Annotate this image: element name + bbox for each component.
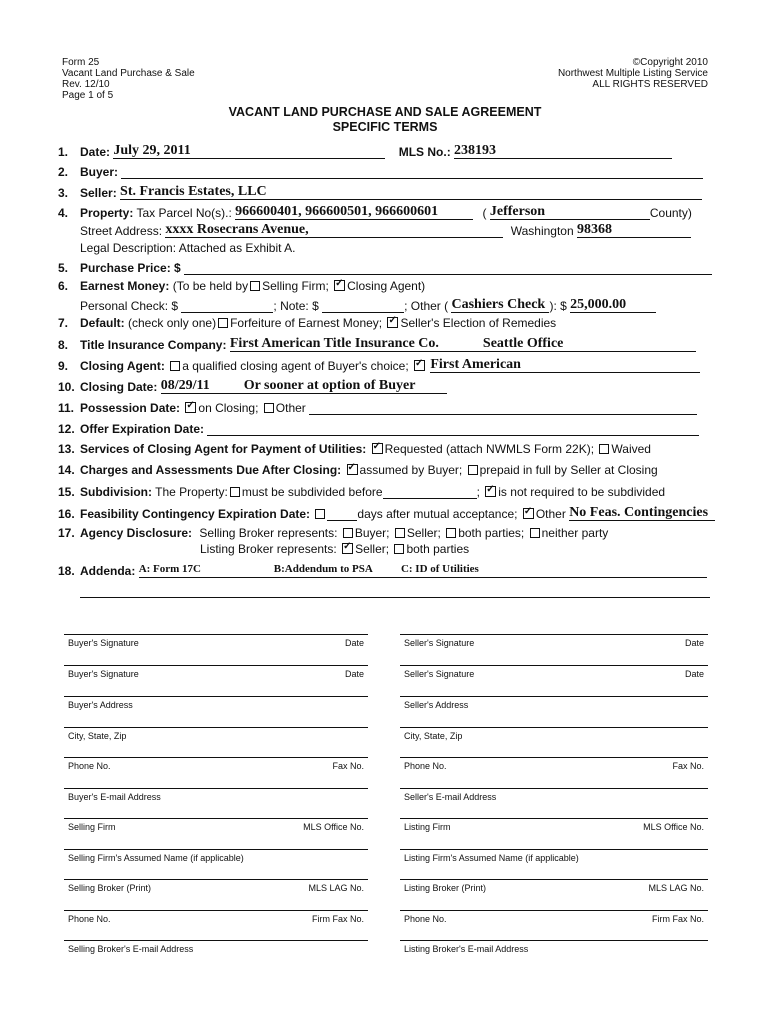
item-number: 3.: [58, 186, 69, 200]
seller-line-right-label: Fax No.: [672, 761, 704, 771]
possession-other-field[interactable]: [309, 400, 697, 415]
item-number: 11.: [58, 401, 75, 415]
subdivision-text: The Property:: [155, 485, 228, 499]
buyer-signature-line[interactable]: [64, 818, 368, 833]
page-number: Page 1 of 5: [62, 90, 114, 101]
street-value: xxxx Rosecrans Avenue,: [165, 222, 309, 237]
buyer-signature-line[interactable]: [64, 634, 368, 649]
item-number: 10.: [58, 380, 75, 394]
item-addenda: [58, 562, 710, 578]
seller-line-label: City, State, Zip: [404, 731, 463, 741]
item-number: 15.: [58, 485, 75, 499]
title-ins-label: Title Insurance Company:: [80, 338, 227, 352]
county-close: County): [649, 206, 692, 220]
other-field[interactable]: [451, 297, 549, 313]
item-number: 18.: [58, 564, 75, 578]
buyer-line-label: Selling Broker (Print): [68, 883, 152, 893]
seller-line-label: Listing Firm's Assumed Name (if applicable): [404, 853, 579, 863]
parcel-field[interactable]: [235, 204, 473, 220]
possession-label: Possession Date:: [80, 401, 181, 415]
services-opt2: Waived: [611, 442, 651, 456]
addenda-label: Addenda:: [80, 564, 136, 578]
buyer-line-label: Phone No.: [68, 914, 111, 924]
checkbox-empty[interactable]: [394, 544, 404, 554]
sel-opt3: both parties;: [458, 526, 525, 540]
other-label: ; Other (: [404, 299, 449, 313]
feasibility-other-label: Other: [535, 507, 566, 521]
seller-line-right-label: MLS LAG No.: [648, 883, 704, 893]
offer-exp-field[interactable]: [207, 421, 699, 436]
document-title: VACANT LAND PURCHASE AND SALE AGREEMENT: [228, 105, 542, 119]
buyer-line-label: City, State, Zip: [68, 731, 127, 741]
seller-signature-line[interactable]: [400, 818, 708, 833]
form-revision: Rev. 12/10: [62, 79, 110, 90]
item-services: [58, 442, 710, 456]
parcel-value: 966600401, 966600501, 966600601: [235, 204, 439, 219]
item-possession: [58, 400, 710, 415]
item-number: 17.: [58, 526, 75, 540]
item-number: 7.: [58, 316, 69, 330]
item-number: 6.: [58, 279, 69, 293]
buyer-field[interactable]: [121, 164, 703, 179]
checkbox-empty[interactable]: [446, 528, 456, 538]
seller-label: Seller:: [80, 186, 117, 200]
charges-opt1: assumed by Buyer;: [359, 463, 463, 477]
list-opt2: both parties: [406, 542, 470, 556]
buyer-signature-line[interactable]: [64, 727, 368, 742]
item-default: [58, 316, 710, 330]
checkbox-checked[interactable]: [185, 402, 196, 413]
seller-signature-line[interactable]: [400, 879, 708, 894]
default-opt1: Forfeiture of Earnest Money;: [230, 316, 383, 330]
copyright-line: ©Copyright 2010: [632, 57, 708, 68]
parcel-label: Tax Parcel No(s).:: [136, 206, 232, 220]
earnest-label: Earnest Money:: [80, 279, 170, 293]
county-open: (: [482, 206, 487, 220]
item-price: [58, 260, 710, 275]
listing-rep-label: Listing Broker represents:: [200, 542, 337, 556]
checkbox-checked[interactable]: [523, 508, 534, 519]
feasibility-other-field[interactable]: [569, 505, 715, 521]
item-number: 13.: [58, 442, 75, 456]
item-number: 5.: [58, 261, 69, 275]
list-opt1: Seller;: [355, 542, 390, 556]
state-label: Washington: [510, 224, 574, 238]
street-field[interactable]: [165, 222, 503, 238]
buyer-line-label: Selling Firm: [68, 822, 116, 832]
seller-value: St. Francis Estates, LLC: [120, 184, 267, 199]
buyer-signature-line[interactable]: [64, 940, 368, 955]
personal-check-label: Personal Check: $: [80, 299, 179, 313]
checkbox-empty[interactable]: [599, 444, 609, 454]
mls-field[interactable]: [454, 143, 672, 159]
closing-agent-label: Closing Agent:: [80, 359, 165, 373]
date-value: July 29, 2011: [113, 143, 191, 158]
earnest-text: (To be held by: [172, 279, 249, 293]
buyer-signature-line[interactable]: [64, 788, 368, 803]
buyer-line-label: Phone No.: [68, 761, 111, 771]
seller-signature-line[interactable]: [400, 665, 708, 680]
form-info: [62, 57, 195, 101]
feasibility-value: No Feas. Contingencies: [569, 505, 709, 520]
possession-opt2: Other: [275, 401, 306, 415]
buyer-line-right-label: Firm Fax No.: [311, 914, 364, 924]
checkbox-empty[interactable]: [468, 465, 478, 475]
personal-check-field[interactable]: [181, 298, 273, 313]
copyright-org: Northwest Multiple Listing Service: [557, 68, 708, 79]
checkbox-empty[interactable]: [170, 361, 180, 371]
addenda-c: C: ID of Utilities: [400, 563, 479, 575]
possession-opt1: on Closing;: [198, 401, 259, 415]
item-number: 1.: [58, 145, 69, 159]
title-ins-value: First American Title Insurance Co.: [229, 336, 439, 351]
offer-exp-label: Offer Expiration Date:: [80, 422, 205, 436]
closing-agent-value: First American: [430, 357, 521, 372]
agency-label: Agency Disclosure:: [80, 526, 193, 540]
county-value: Jefferson: [489, 204, 546, 219]
earnest-details: [80, 297, 732, 313]
property-label: Property:: [80, 206, 134, 220]
title-ins-office: Seattle Office: [482, 336, 564, 351]
date-label: Date:: [80, 145, 111, 159]
checkbox-empty[interactable]: [218, 318, 228, 328]
buyer-line-label: Selling Firm's Assumed Name (if applicable): [68, 853, 244, 863]
item-number: 4.: [58, 206, 69, 220]
sel-opt1: Buyer;: [354, 526, 390, 540]
county-field[interactable]: [490, 204, 650, 220]
other-value: Cashiers Check: [451, 297, 546, 312]
item-feasibility: [58, 505, 710, 521]
subdivision-date-field[interactable]: [383, 484, 477, 499]
item-property: [58, 204, 710, 220]
closing-agent-field[interactable]: [430, 357, 700, 373]
item-subdivision: 15. Subdivision: The Property: must be subdivided before ; ✓is not required to be subdivided: [58, 484, 710, 499]
seller-field[interactable]: [120, 184, 702, 200]
seller-line-right-label: Date: [684, 638, 704, 648]
seller-line-label: Phone No.: [404, 914, 447, 924]
item-date: [58, 143, 710, 159]
item-title-insurance: [58, 336, 710, 352]
checkbox-empty[interactable]: [530, 528, 540, 538]
item-closing-agent: [58, 357, 710, 373]
checkbox-checked[interactable]: [387, 317, 398, 328]
buyer-signature-line[interactable]: [64, 910, 368, 925]
sel-opt2: Seller;: [406, 526, 441, 540]
item-offer-expiration: [58, 421, 710, 436]
seller-line-label: Listing Firm: [404, 822, 451, 832]
item-earnest: [58, 279, 710, 293]
item-agency: [58, 526, 710, 540]
addenda-extra-line[interactable]: [80, 597, 710, 598]
buyer-line-right-label: MLS LAG No.: [308, 883, 364, 893]
seller-signature-line[interactable]: [400, 849, 708, 864]
checkbox-empty[interactable]: [343, 528, 353, 538]
services-label: Services of Closing Agent for Payment of Utilities:: [80, 442, 367, 456]
legal-description: Legal Description: Attached as Exhibit A.: [80, 241, 296, 255]
seller-line-right-label: Date: [684, 669, 704, 679]
default-label: Default:: [80, 316, 125, 330]
item-number: 2.: [58, 165, 69, 179]
checkbox-empty[interactable]: [395, 528, 405, 538]
services-opt1: Requested (attach NWMLS Form 22K);: [384, 442, 595, 456]
closing-date-label: Closing Date:: [80, 380, 158, 394]
buyer-signature-line[interactable]: [64, 849, 368, 864]
copyright-rights: ALL RIGHTS RESERVED: [592, 79, 708, 90]
mls-value: 238193: [454, 143, 497, 158]
checkbox-checked[interactable]: [485, 486, 496, 497]
seller-signature-line[interactable]: [400, 634, 708, 649]
seller-line-label: Listing Broker (Print): [404, 883, 487, 893]
item-number: 9.: [58, 359, 69, 373]
feasibility-text: days after mutual acceptance;: [357, 507, 518, 521]
default-text: (check only one): [128, 316, 217, 330]
other-close: ): $: [549, 299, 567, 313]
buyer-label: Buyer:: [80, 165, 119, 179]
checkbox-empty[interactable]: [315, 509, 325, 519]
seller-line-label: Phone No.: [404, 761, 447, 771]
seller-line-label: Seller's Signature: [404, 638, 475, 648]
zip-value: 98368: [577, 222, 613, 237]
amount-field[interactable]: [570, 297, 656, 313]
subdivision-opt1: must be subdivided before: [241, 485, 383, 499]
date-field[interactable]: [113, 143, 385, 159]
closing-date-note: Or sooner at option of Buyer: [243, 378, 416, 393]
checkbox-empty[interactable]: [264, 403, 274, 413]
feasibility-days-field[interactable]: [327, 506, 357, 521]
checkbox-checked[interactable]: [342, 543, 353, 554]
buyer-line-label: Buyer's Signature: [68, 638, 139, 648]
default-opt2: Seller's Election of Remedies: [400, 316, 557, 330]
closing-agent-opt1: a qualified closing agent of Buyer's choice;: [182, 359, 409, 373]
item-number: 16.: [58, 507, 75, 521]
form-number: Form 25: [62, 57, 100, 68]
checkbox-checked[interactable]: [372, 443, 383, 454]
item-seller: [58, 184, 710, 200]
document-subtitle: SPECIFIC TERMS: [332, 120, 438, 134]
zip-field[interactable]: [577, 222, 691, 238]
buyer-signature-line[interactable]: [64, 879, 368, 894]
item-number: 14.: [58, 463, 75, 477]
earnest-opt1: Selling Firm;: [262, 279, 329, 293]
item-charges: [58, 463, 710, 477]
buyer-line-right-label: Date: [344, 669, 364, 679]
item-closing-date: [58, 378, 710, 394]
buyer-line-label: Selling Broker's E-mail Address: [68, 944, 194, 954]
selling-rep-label: Selling Broker represents:: [199, 526, 338, 540]
seller-signature-line[interactable]: [400, 940, 708, 955]
price-field[interactable]: [184, 260, 712, 275]
earnest-opt2: Closing Agent): [347, 279, 426, 293]
checkbox-checked[interactable]: [347, 464, 358, 475]
buyer-line-right-label: Fax No.: [332, 761, 364, 771]
seller-line-label: Seller's Signature: [404, 669, 475, 679]
buyer-signature-line[interactable]: [64, 696, 368, 711]
listing-rep-row: [200, 542, 770, 556]
feasibility-label: Feasibility Contingency Expiration Date:: [80, 507, 311, 521]
charges-label: Charges and Assessments Due After Closing:: [80, 463, 342, 477]
seller-line-right-label: MLS Office No.: [643, 822, 704, 832]
checkbox-checked[interactable]: [334, 280, 345, 291]
closing-date-field[interactable]: [161, 378, 447, 394]
copyright-info: [558, 57, 708, 90]
price-label: Purchase Price: $: [80, 261, 181, 275]
seller-signature-line[interactable]: [400, 696, 708, 711]
buyer-line-right-label: Date: [344, 638, 364, 648]
note-field[interactable]: [322, 298, 404, 313]
item-number: 12.: [58, 422, 75, 436]
buyer-line-right-label: MLS Office No.: [303, 822, 364, 832]
buyer-line-label: Buyer's E-mail Address: [68, 792, 161, 802]
checkbox-empty[interactable]: [230, 487, 240, 497]
seller-line-label: Seller's E-mail Address: [404, 792, 497, 802]
seller-signature-line[interactable]: [400, 727, 708, 742]
charges-opt2: prepaid in full by Seller at Closing: [479, 463, 658, 477]
subdivision-opt2: is not required to be subdivided: [498, 485, 666, 499]
buyer-line-label: Buyer's Signature: [68, 669, 139, 679]
form-name: Vacant Land Purchase & Sale: [62, 68, 195, 79]
seller-signature-line[interactable]: [400, 788, 708, 803]
item-buyer: [58, 164, 710, 179]
addenda-a: A: Form 17C: [138, 563, 202, 575]
title-ins-field[interactable]: [230, 336, 696, 352]
sel-opt4: neither party: [541, 526, 609, 540]
addenda-b: B:Addendum to PSA: [273, 563, 373, 575]
seller-line-label: Seller's Address: [404, 700, 469, 710]
addenda-field[interactable]: [139, 562, 707, 578]
seller-line-right-label: Firm Fax No.: [651, 914, 704, 924]
amount-value: 25,000.00: [570, 297, 627, 312]
street-label: Street Address:: [80, 224, 163, 238]
seller-signature-line[interactable]: [400, 910, 708, 925]
checkbox-checked[interactable]: [414, 360, 425, 371]
note-label: ; Note: $: [273, 299, 319, 313]
buyer-line-label: Buyer's Address: [68, 700, 133, 710]
item-number: 8.: [58, 338, 69, 352]
closing-date-value: 08/29/11: [160, 378, 210, 393]
mls-label: MLS No.:: [398, 145, 451, 159]
checkbox-empty[interactable]: [250, 281, 260, 291]
buyer-signature-line[interactable]: [64, 757, 368, 772]
seller-signature-line[interactable]: [400, 757, 708, 772]
seller-line-label: Listing Broker's E-mail Address: [404, 944, 529, 954]
buyer-signature-line[interactable]: [64, 665, 368, 680]
subdivision-label: Subdivision:: [80, 485, 152, 499]
street-address-row: [80, 222, 732, 238]
